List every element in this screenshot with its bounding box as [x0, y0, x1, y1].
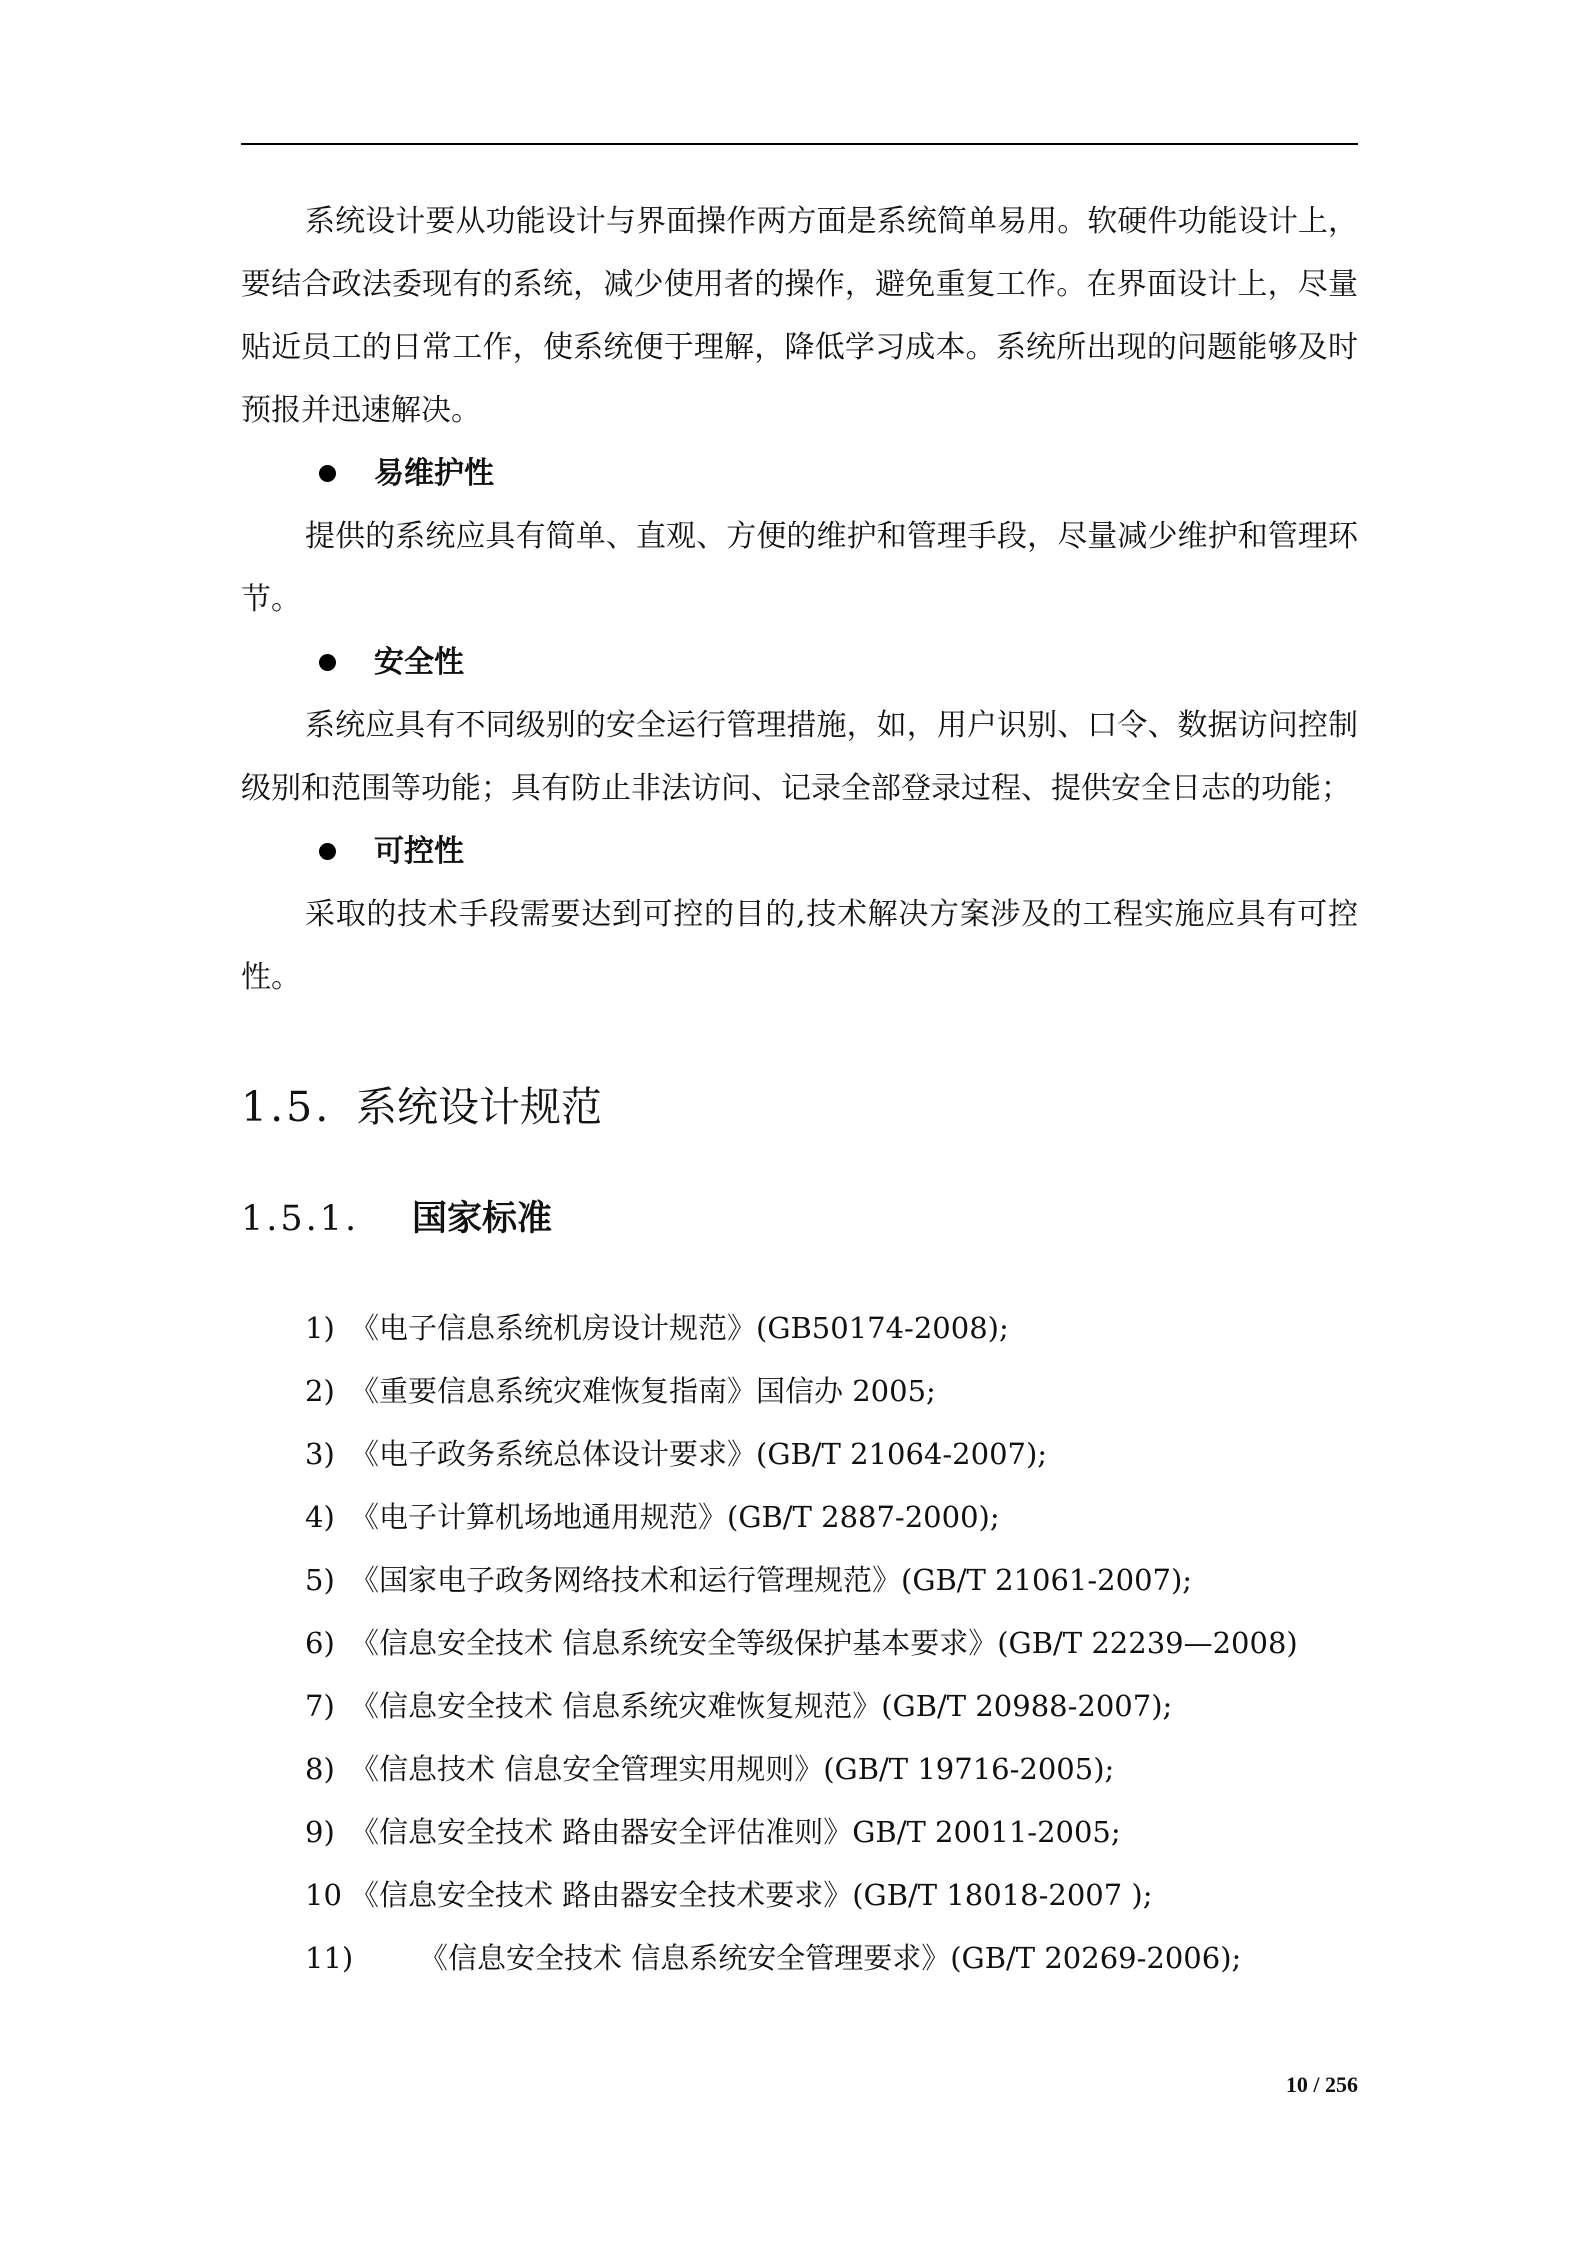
list-index: 6)	[305, 1626, 335, 1660]
list-text: 《信息安全技术 信息系统安全管理要求》(GB/T 20269-2006);	[419, 1941, 1242, 1975]
list-index: 1)	[305, 1311, 335, 1345]
list-text: 《信息安全技术 路由器安全技术要求》(GB/T 18018-2007 );	[350, 1878, 1153, 1912]
list-text: 《国家电子政务网络技术和运行管理规范》(GB/T 21061-2007);	[350, 1563, 1193, 1597]
list-index: 9)	[305, 1815, 335, 1849]
list-item	[241, 1738, 1358, 1801]
list-text: 《重要信息系统灾难恢复指南》国信办 2005;	[350, 1374, 936, 1408]
list-text: 《信息安全技术 信息系统安全等级保护基本要求》(GB/T 22239—2008)	[350, 1626, 1298, 1660]
bullet-dot-icon	[319, 465, 336, 482]
list-item	[241, 1675, 1358, 1738]
section-heading	[241, 1057, 1358, 1157]
list-index: 4)	[305, 1500, 335, 1534]
maintainability-paragraph: 提供的系统应具有简单、直观、方便的维护和管理手段，尽量减少维护和管理环节。	[241, 519, 1358, 617]
list-index: 8)	[305, 1752, 335, 1786]
list-text: 《信息安全技术 路由器安全评估准则》GB/T 20011-2005;	[350, 1815, 1121, 1849]
list-index: 5)	[305, 1563, 335, 1597]
section-title: 系统设计规范	[356, 1083, 602, 1131]
list-text: 《电子政务系统总体设计要求》(GB/T 21064-2007);	[350, 1437, 1048, 1471]
list-item	[241, 1801, 1358, 1864]
bullet-dot-icon	[319, 843, 336, 860]
list-item	[241, 1423, 1358, 1486]
list-index: 10	[305, 1878, 342, 1912]
list-item	[241, 1360, 1358, 1423]
list-text: 《电子信息系统机房设计规范》(GB50174-2008);	[350, 1311, 1009, 1345]
bullet-label: 易维护性	[374, 456, 494, 491]
header-rule	[241, 143, 1358, 145]
security-paragraph: 系统应具有不同级别的安全运行管理措施，如，用户识别、口令、数据访问控制级别和范围等功能；具有防止非法访问、记录全部登录过程、提供安全日志的功能；	[241, 708, 1358, 806]
list-text: 《电子计算机场地通用规范》(GB/T 2887-2000);	[350, 1500, 1000, 1534]
list-item	[241, 1927, 1358, 1990]
bullet-dot-icon	[319, 654, 336, 671]
list-index: 3)	[305, 1437, 335, 1471]
list-text: 《信息安全技术 信息系统灾难恢复规范》(GB/T 20988-2007);	[350, 1689, 1173, 1723]
section-number: 1.5.	[241, 1083, 332, 1131]
page-content	[241, 190, 1358, 1990]
subsection-heading	[241, 1179, 1358, 1259]
bullet-maintainability	[241, 442, 1358, 505]
subsection-title: 国家标准	[412, 1198, 553, 1239]
page-number: 10 / 256	[1285, 2072, 1358, 2097]
list-index: 2)	[305, 1374, 335, 1408]
bullet-label: 安全性	[374, 645, 464, 680]
list-item	[241, 1549, 1358, 1612]
controllability-paragraph: 采取的技术手段需要达到可控的目的,技术解决方案涉及的工程实施应具有可控性。	[241, 897, 1358, 995]
standards-list	[241, 1297, 1358, 1990]
list-text: 《信息技术 信息安全管理实用规则》(GB/T 19716-2005);	[350, 1752, 1115, 1786]
bullet-security	[241, 631, 1358, 694]
list-item	[241, 1486, 1358, 1549]
list-index: 7)	[305, 1689, 335, 1723]
list-index: 11)	[305, 1941, 354, 1975]
list-item	[241, 1864, 1358, 1927]
bullet-label: 可控性	[374, 834, 464, 869]
subsection-number: 1.5.1.	[241, 1199, 360, 1239]
intro-paragraph: 系统设计要从功能设计与界面操作两方面是系统简单易用。软硬件功能设计上，要结合政法委现有的系统，减少使用者的操作，避免重复工作。在界面设计上，尽量贴近员工的日常工作，使系统便于理解，降低学习成本。系统所出现的问题能够及时预报并迅速解决。	[241, 204, 1358, 428]
list-item	[241, 1297, 1358, 1360]
list-item	[241, 1612, 1358, 1675]
bullet-controllability	[241, 820, 1358, 883]
